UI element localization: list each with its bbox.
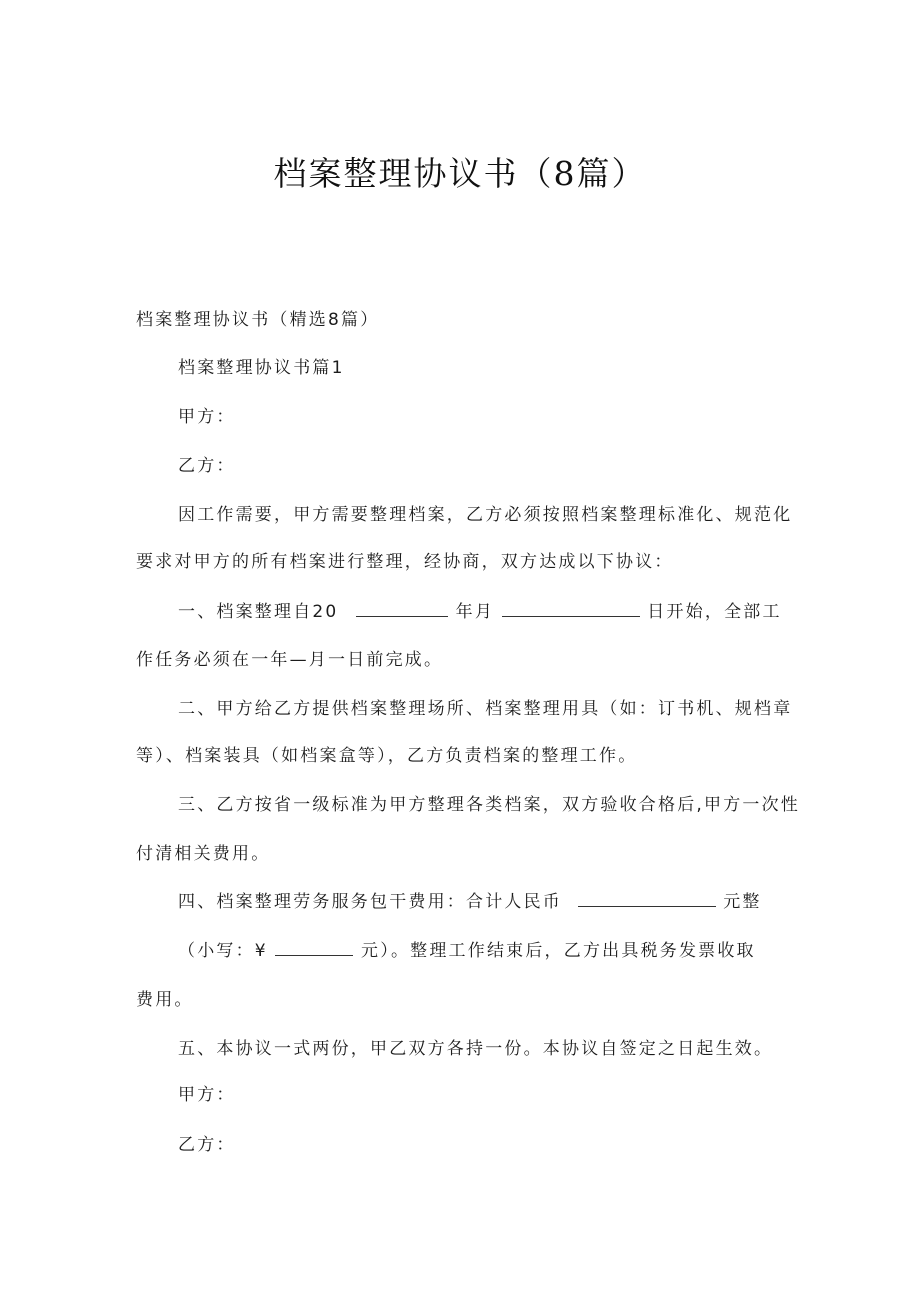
- clause-4-line-3: 费用。: [136, 990, 194, 1010]
- clause-1-text-c: 日开始，全部工: [647, 602, 782, 622]
- start-day-blank: [502, 600, 640, 617]
- clause-3-line-1: 三、乙方按省一级标准为甲方整理各类档案，双方验收合格后,甲方一次性: [178, 795, 801, 815]
- clause-4-text-a: 四、档案整理劳务服务包干费用：合计人民币: [178, 892, 562, 912]
- party-a-label-bottom: 甲方：: [178, 1085, 236, 1105]
- amount-uppercase-blank: [578, 890, 716, 907]
- clause-4-line-2: [178, 939, 756, 963]
- intro-paragraph-line-2: 要求对甲方的所有档案进行整理，经协商，双方达成以下协议：: [136, 552, 674, 572]
- clause-4-text-c: （小写：¥: [178, 941, 268, 961]
- clause-1-text-a: 一、档案整理自20: [178, 602, 339, 622]
- start-year-blank: [356, 600, 448, 617]
- intro-paragraph-line-1: 因工作需要，甲方需要整理档案，乙方必须按照档案整理标准化、规范化: [178, 505, 793, 525]
- clause-1-line-2: 作任务必须在一年—月一日前完成。: [136, 650, 444, 670]
- document-title: 档案整理协议书（8篇）: [273, 154, 647, 193]
- clause-2-line-2: 等）、档案装具（如档案盒等），乙方负责档案的整理工作。: [136, 746, 638, 766]
- section-heading: 档案整理协议书篇1: [178, 358, 345, 378]
- clause-4-line-1: [178, 890, 762, 914]
- party-b-label-bottom: 乙方：: [178, 1135, 236, 1155]
- clause-4-text-d: 元）。整理工作结束后，乙方出具税务发票收取: [361, 941, 756, 961]
- party-b-label-top: 乙方：: [178, 456, 236, 476]
- document-subtitle: 档案整理协议书（精选8篇）: [136, 310, 380, 330]
- amount-lowercase-blank: [275, 939, 353, 956]
- party-a-label-top: 甲方：: [178, 407, 236, 427]
- clause-5: 五、本协议一式两份，甲乙双方各持一份。本协议自签定之日起生效。: [178, 1039, 774, 1059]
- clause-1-line-1: [178, 600, 782, 624]
- clause-2-line-1: 二、甲方给乙方提供档案整理场所、档案整理用具（如：订书机、规档章: [178, 699, 793, 719]
- clause-1-text-b: 年月: [455, 602, 495, 622]
- clause-4-text-b: 元整: [723, 892, 762, 912]
- clause-3-line-2: 付清相关费用。: [136, 844, 271, 864]
